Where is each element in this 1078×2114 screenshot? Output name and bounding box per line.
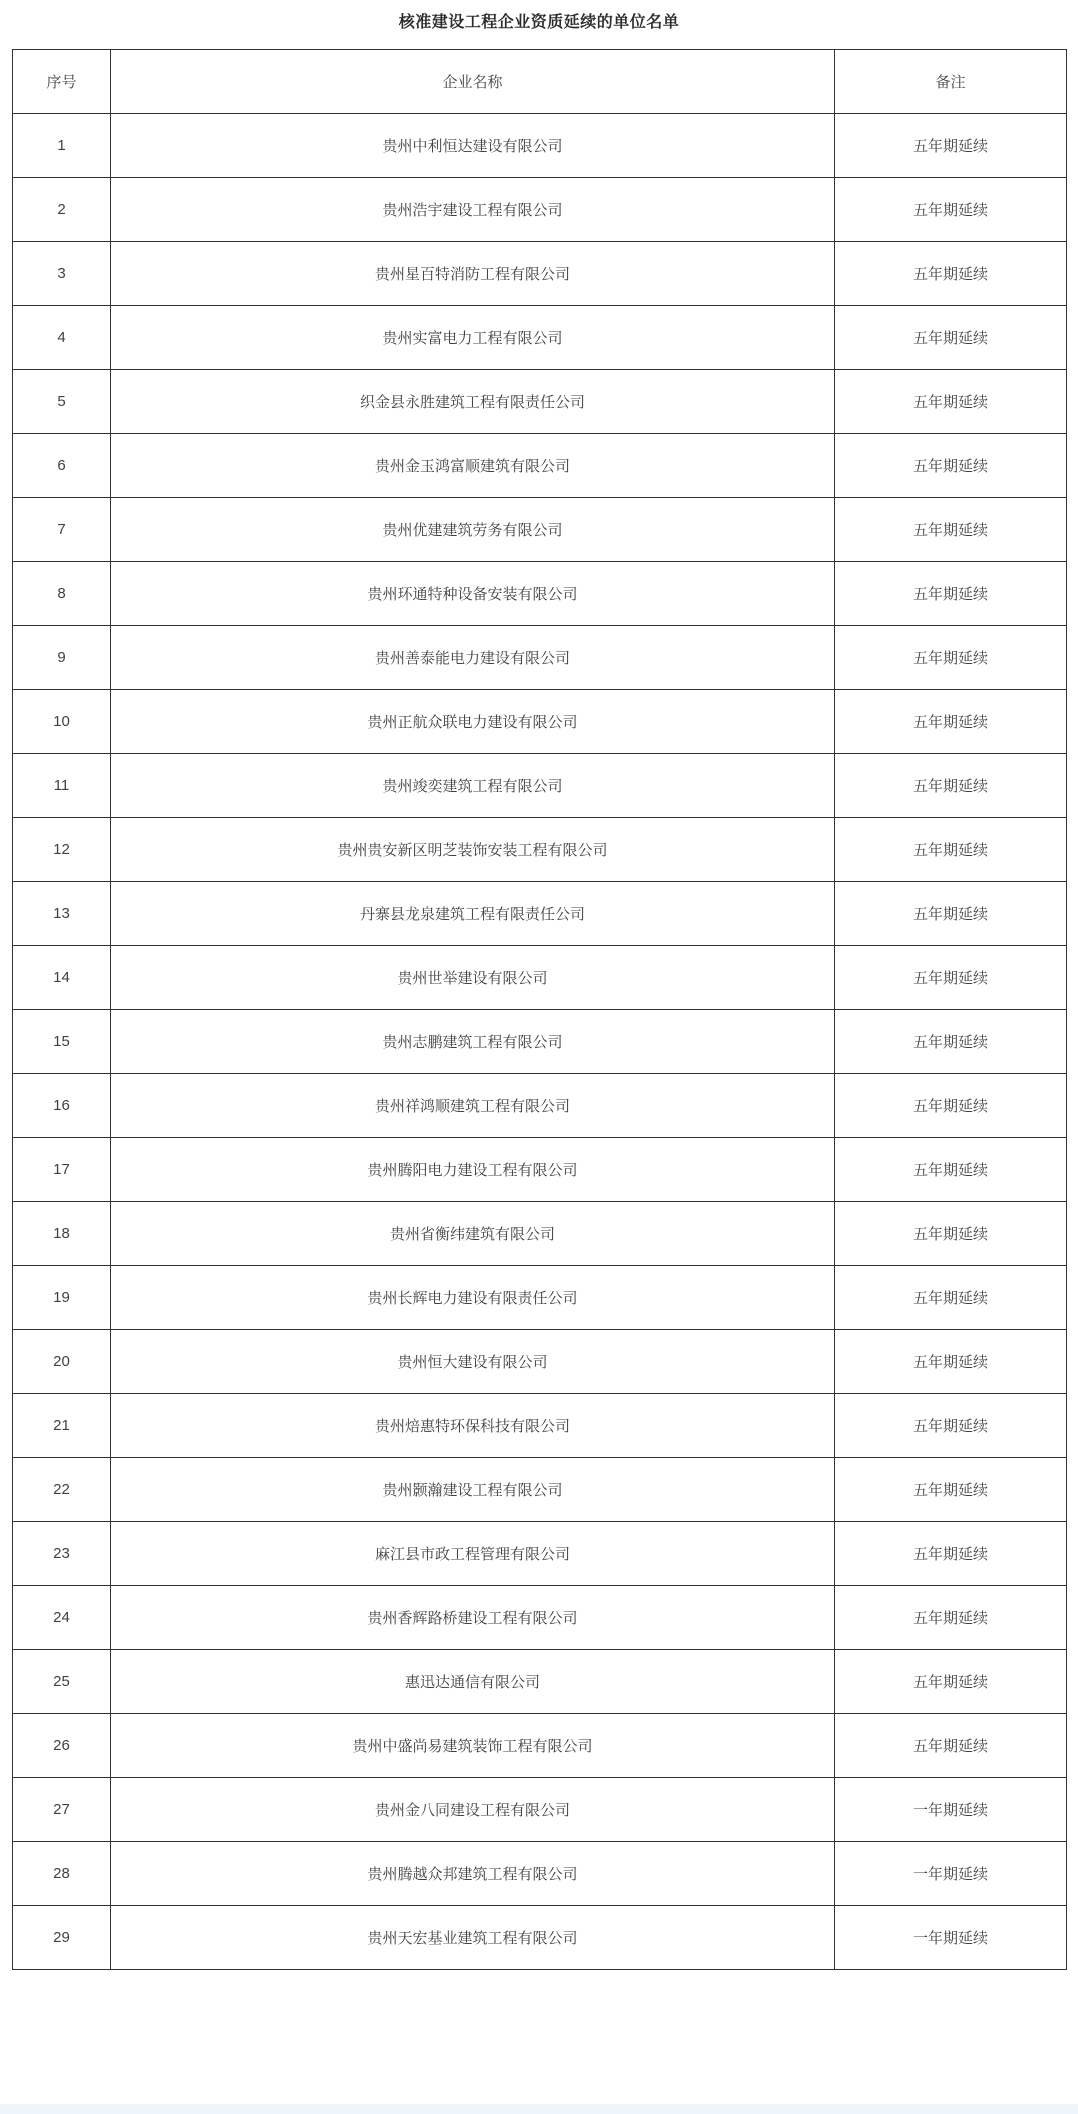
remark-cell: 五年期延续: [835, 434, 1067, 498]
table-row: [13, 754, 1067, 818]
table-row: [13, 242, 1067, 306]
company-name-cell: 麻江县市政工程管理有限公司: [111, 1522, 835, 1586]
table-row: [13, 1266, 1067, 1330]
page-title: 核准建设工程企业资质延续的单位名单: [398, 14, 680, 31]
remark-cell: 五年期延续: [835, 626, 1067, 690]
table-row: [13, 306, 1067, 370]
remark-cell: 一年期延续: [835, 1906, 1067, 1970]
table-row: [13, 178, 1067, 242]
remark-cell: 五年期延续: [835, 690, 1067, 754]
table-row: [13, 818, 1067, 882]
company-name-cell: 贵州中利恒达建设有限公司: [111, 114, 835, 178]
remark-cell: 一年期延续: [835, 1842, 1067, 1906]
remark-cell: 五年期延续: [835, 1138, 1067, 1202]
remark-cell: 五年期延续: [835, 1650, 1067, 1714]
serial-number-cell: 19: [13, 1266, 111, 1330]
serial-number-cell: 6: [13, 434, 111, 498]
remark-cell: 五年期延续: [835, 818, 1067, 882]
table-row: [13, 1586, 1067, 1650]
remark-cell: 五年期延续: [835, 1714, 1067, 1778]
table-row: [13, 1394, 1067, 1458]
serial-number-cell: 24: [13, 1586, 111, 1650]
company-name-cell: 贵州善泰能电力建设有限公司: [111, 626, 835, 690]
remark-cell: 五年期延续: [835, 882, 1067, 946]
serial-number-cell: 25: [13, 1650, 111, 1714]
company-name-cell: 贵州中盛尚易建筑装饰工程有限公司: [111, 1714, 835, 1778]
company-name-cell: 贵州星百特消防工程有限公司: [111, 242, 835, 306]
company-name-cell: 贵州焙惠特环保科技有限公司: [111, 1394, 835, 1458]
table-row: [13, 562, 1067, 626]
table-row: [13, 882, 1067, 946]
company-name-cell: 贵州贵安新区明芝装饰安装工程有限公司: [111, 818, 835, 882]
remark-cell: 五年期延续: [835, 562, 1067, 626]
serial-number-cell: 23: [13, 1522, 111, 1586]
remark-cell: 五年期延续: [835, 498, 1067, 562]
table-row: [13, 370, 1067, 434]
serial-number-cell: 18: [13, 1202, 111, 1266]
serial-number-cell: 13: [13, 882, 111, 946]
company-name-cell: 贵州香辉路桥建设工程有限公司: [111, 1586, 835, 1650]
company-name-cell: 惠迅达通信有限公司: [111, 1650, 835, 1714]
remark-cell: 五年期延续: [835, 754, 1067, 818]
table-row: [13, 498, 1067, 562]
qualification-renewal-table: [12, 49, 1067, 1970]
serial-number-cell: 7: [13, 498, 111, 562]
company-name-cell: 贵州颢瀚建设工程有限公司: [111, 1458, 835, 1522]
company-name-cell: 贵州腾越众邦建筑工程有限公司: [111, 1842, 835, 1906]
table-row: [13, 1458, 1067, 1522]
serial-number-cell: 14: [13, 946, 111, 1010]
table-row: [13, 946, 1067, 1010]
serial-number-cell: 1: [13, 114, 111, 178]
company-name-cell: 织金县永胜建筑工程有限责任公司: [111, 370, 835, 434]
table-row: [13, 1138, 1067, 1202]
table-row: [13, 434, 1067, 498]
serial-number-cell: 10: [13, 690, 111, 754]
table-row: [13, 626, 1067, 690]
company-name-cell: 贵州竣奕建筑工程有限公司: [111, 754, 835, 818]
remark-cell: 五年期延续: [835, 1458, 1067, 1522]
remark-cell: 五年期延续: [835, 370, 1067, 434]
company-name-cell: 贵州浩宇建设工程有限公司: [111, 178, 835, 242]
serial-number-cell: 20: [13, 1330, 111, 1394]
table-row: [13, 690, 1067, 754]
remark-cell: 五年期延续: [835, 306, 1067, 370]
company-name-cell: 贵州实富电力工程有限公司: [111, 306, 835, 370]
serial-number-cell: 5: [13, 370, 111, 434]
serial-number-cell: 9: [13, 626, 111, 690]
table-row: [13, 114, 1067, 178]
remark-cell: 五年期延续: [835, 1010, 1067, 1074]
serial-number-cell: 15: [13, 1010, 111, 1074]
remark-cell: 五年期延续: [835, 946, 1067, 1010]
serial-number-cell: 17: [13, 1138, 111, 1202]
table-row: [13, 1202, 1067, 1266]
table-header-row: [13, 50, 1067, 114]
company-name-cell: 贵州省衡纬建筑有限公司: [111, 1202, 835, 1266]
serial-number-cell: 12: [13, 818, 111, 882]
remark-cell: 五年期延续: [835, 1266, 1067, 1330]
table-row: [13, 1010, 1067, 1074]
remark-cell: 五年期延续: [835, 1586, 1067, 1650]
header-remark: 备注: [835, 50, 1067, 114]
company-name-cell: 贵州腾阳电力建设工程有限公司: [111, 1138, 835, 1202]
company-name-cell: 贵州长辉电力建设有限责任公司: [111, 1266, 835, 1330]
remark-cell: 五年期延续: [835, 1394, 1067, 1458]
company-name-cell: 贵州优建建筑劳务有限公司: [111, 498, 835, 562]
table-row: [13, 1522, 1067, 1586]
table-row: [13, 1330, 1067, 1394]
table-row: [13, 1074, 1067, 1138]
serial-number-cell: 2: [13, 178, 111, 242]
company-name-cell: 贵州志鹏建筑工程有限公司: [111, 1010, 835, 1074]
serial-number-cell: 27: [13, 1778, 111, 1842]
table-row: [13, 1842, 1067, 1906]
serial-number-cell: 4: [13, 306, 111, 370]
company-name-cell: 贵州恒大建设有限公司: [111, 1330, 835, 1394]
footer-strip: [0, 2104, 1078, 2114]
company-name-cell: 贵州环通特种设备安装有限公司: [111, 562, 835, 626]
serial-number-cell: 22: [13, 1458, 111, 1522]
remark-cell: 五年期延续: [835, 242, 1067, 306]
header-serial-number: 序号: [13, 50, 111, 114]
remark-cell: 五年期延续: [835, 114, 1067, 178]
company-name-cell: 贵州世举建设有限公司: [111, 946, 835, 1010]
serial-number-cell: 28: [13, 1842, 111, 1906]
serial-number-cell: 11: [13, 754, 111, 818]
remark-cell: 五年期延续: [835, 1330, 1067, 1394]
remark-cell: 一年期延续: [835, 1778, 1067, 1842]
table-row: [13, 1778, 1067, 1842]
company-name-cell: 丹寨县龙泉建筑工程有限责任公司: [111, 882, 835, 946]
serial-number-cell: 16: [13, 1074, 111, 1138]
table-row: [13, 1906, 1067, 1970]
company-name-cell: 贵州金玉鸿富顺建筑有限公司: [111, 434, 835, 498]
remark-cell: 五年期延续: [835, 1074, 1067, 1138]
serial-number-cell: 26: [13, 1714, 111, 1778]
company-name-cell: 贵州金八同建设工程有限公司: [111, 1778, 835, 1842]
table-row: [13, 1714, 1067, 1778]
serial-number-cell: 21: [13, 1394, 111, 1458]
serial-number-cell: 3: [13, 242, 111, 306]
table-row: [13, 1650, 1067, 1714]
header-company-name: 企业名称: [111, 50, 835, 114]
remark-cell: 五年期延续: [835, 178, 1067, 242]
remark-cell: 五年期延续: [835, 1522, 1067, 1586]
serial-number-cell: 8: [13, 562, 111, 626]
company-name-cell: 贵州祥鸿顺建筑工程有限公司: [111, 1074, 835, 1138]
serial-number-cell: 29: [13, 1906, 111, 1970]
company-name-cell: 贵州正航众联电力建设有限公司: [111, 690, 835, 754]
company-name-cell: 贵州天宏基业建筑工程有限公司: [111, 1906, 835, 1970]
remark-cell: 五年期延续: [835, 1202, 1067, 1266]
